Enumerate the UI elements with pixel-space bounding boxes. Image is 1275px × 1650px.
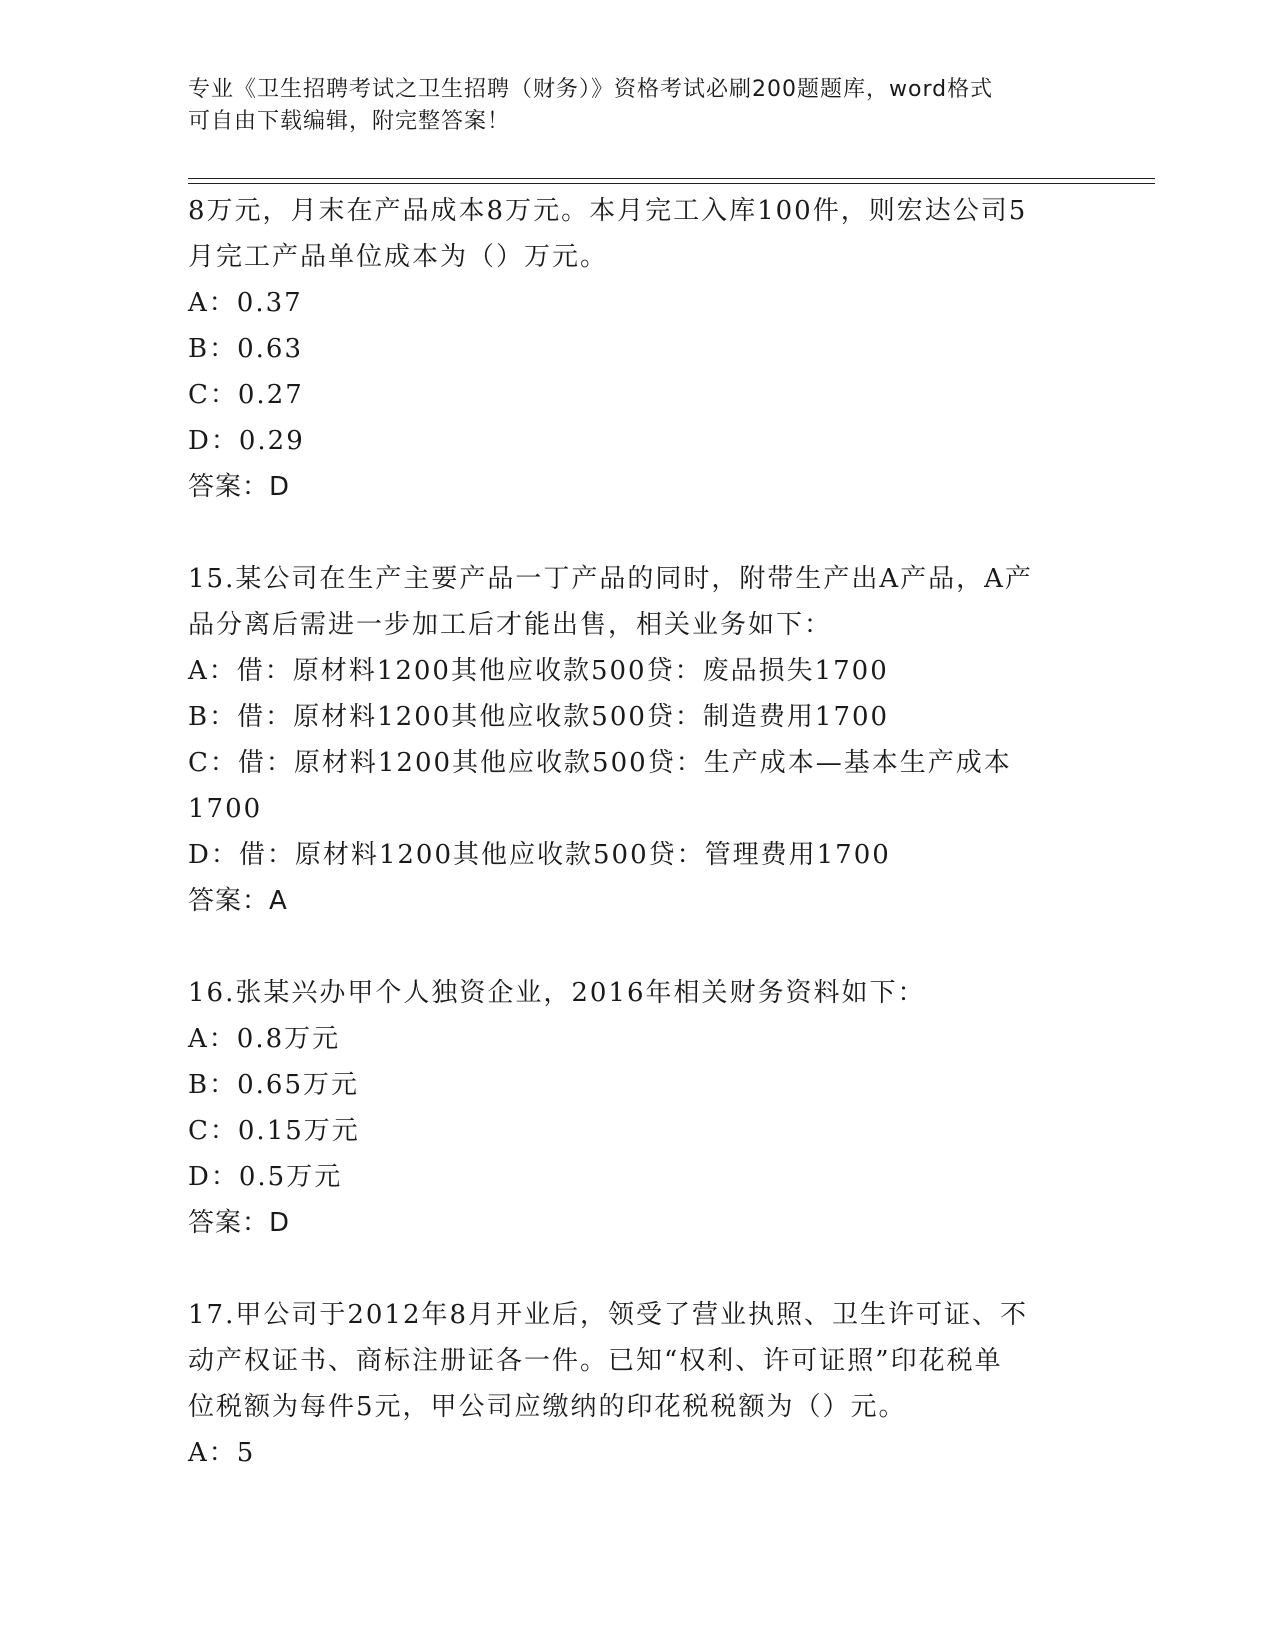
answer-line: 答案：D — [188, 472, 291, 502]
question-15 — [188, 556, 1088, 924]
question-stem-line: 位税额为每件5元，甲公司应缴纳的印花税税额为（）元。 — [188, 1392, 907, 1422]
option-d: D：0.29 — [188, 426, 305, 456]
option-a: A：借：原材料1200其他应收款500贷：废品损失1700 — [188, 656, 889, 686]
question-17 — [188, 1292, 1088, 1476]
question-stem-line: 品分离后需进一步加工后才能出售，相关业务如下： — [188, 610, 833, 640]
header-rule-top — [188, 178, 1155, 179]
spacer — [188, 1246, 1088, 1292]
option-a: A：0.8万元 — [188, 1024, 341, 1054]
option-b: B：0.65万元 — [188, 1070, 359, 1100]
question-stem-line: 月完工产品单位成本为（）万元。 — [188, 242, 609, 272]
question-14 — [188, 188, 1088, 510]
header-line-1: 专业《卫生招聘考试之卫生招聘（财务）》资格考试必刷200题题库，word格式 — [188, 77, 994, 102]
option-a: A：5 — [188, 1438, 256, 1468]
document-body — [188, 188, 1088, 1476]
option-c-continued: 1700 — [188, 794, 263, 824]
option-c: C：0.27 — [188, 380, 304, 410]
spacer — [188, 510, 1088, 556]
header-line-2: 可自由下载编辑，附完整答案！ — [188, 109, 511, 134]
option-d: D：0.5万元 — [188, 1162, 343, 1192]
answer-line: 答案：D — [188, 1208, 291, 1238]
question-16 — [188, 970, 1088, 1246]
question-stem-line: 15.某公司在生产主要产品一丁产品的同时，附带生产出A产品，A产 — [188, 564, 1033, 594]
option-b: B：0.63 — [188, 334, 303, 364]
question-stem-line: 8万元，月末在产品成本8万元。本月完工入库100件，则宏达公司5 — [188, 196, 1028, 226]
spacer — [188, 924, 1088, 970]
option-d: D：借：原材料1200其他应收款500贷：管理费用1700 — [188, 840, 891, 870]
question-stem-line: 动产权证书、商标注册证各一件。已知“权利、许可证照”印花税单 — [188, 1346, 1003, 1376]
option-b: B：借：原材料1200其他应收款500贷：制造费用1700 — [188, 702, 890, 732]
option-c: C：0.15万元 — [188, 1116, 360, 1146]
option-c: C：借：原材料1200其他应收款500贷：生产成本—基本生产成本 — [188, 748, 1012, 778]
question-stem-line: 16.张某兴办甲个人独资企业，2016年相关财务资料如下： — [188, 978, 926, 1008]
header-rule-bottom — [188, 183, 1155, 184]
option-a: A：0.37 — [188, 288, 303, 318]
question-stem-line: 17.甲公司于2012年8月开业后，领受了营业执照、卫生许可证、不 — [188, 1300, 1029, 1330]
document-header — [188, 74, 1088, 138]
answer-line: 答案：A — [188, 886, 288, 916]
